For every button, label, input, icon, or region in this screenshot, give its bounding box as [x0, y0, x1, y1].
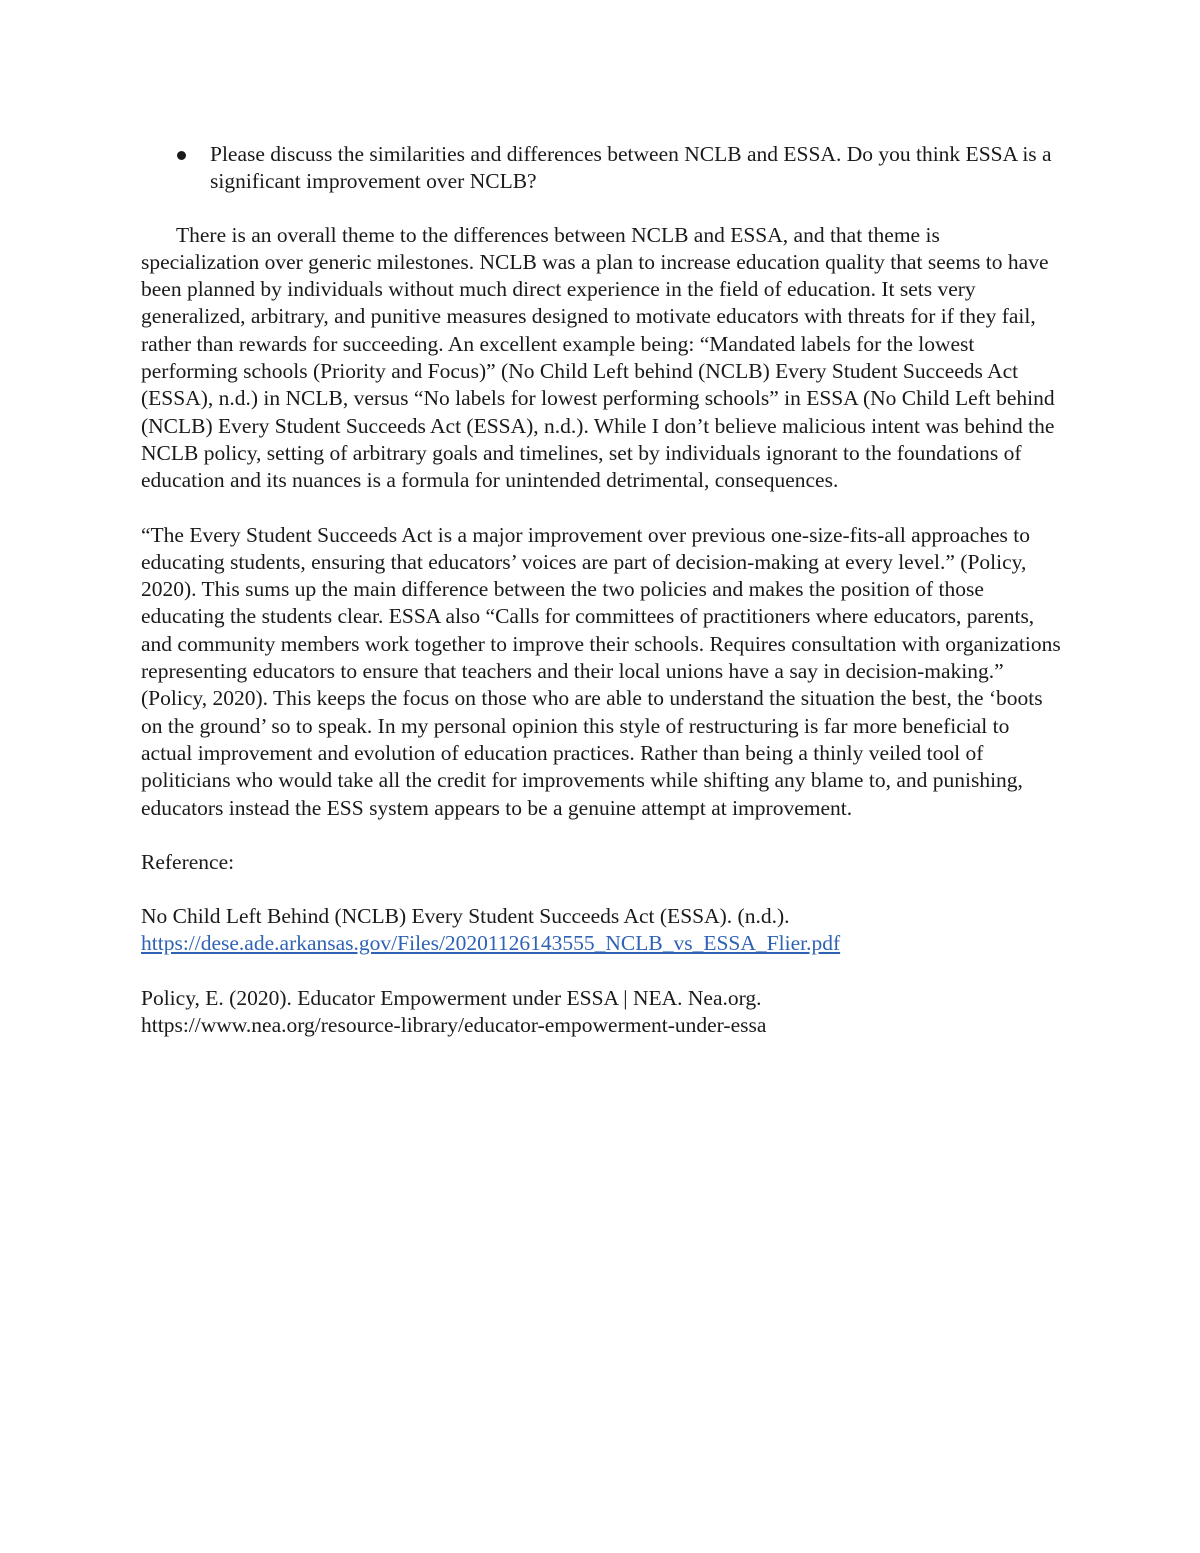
bullet-icon	[177, 151, 186, 160]
body-paragraph-1: There is an overall theme to the differences between NCLB and ESSA, and that theme is specialization over generic milestones. NCLB was a plan to increase education quality that seems to have been planned by individuals without much direct experience in the field of education. It sets very generalized, arbitrary, and punitive measures designed to motivate educators with threats for if they fail, rather than rewards for succeeding. An excellent example being: “Mandated labels for the lowest performing schools (Priority and Focus)” (No Child Left behind (NCLB) Every Student Succeeds Act (ESSA), n.d.) in NCLB, versus “No labels for lowest performing schools” in ESSA (No Child Left behind (NCLB) Every Student Succeeds Act (ESSA), n.d.). While I don’t believe malicious intent was behind the NCLB policy, setting of arbitrary goals and timelines, set by individuals ignorant to the foundations of education and its nuances is a formula for unintended detrimental, consequences.	[141, 222, 1055, 493]
reference-item-2	[141, 985, 1061, 1040]
reference-item-1	[141, 903, 1061, 958]
reference-link[interactable]: https://dese.ade.arkansas.gov/Files/20201126143555_NCLB_vs_ESSA_Flier.pdf	[141, 931, 841, 956]
reference-url: https://www.nea.org/resource-library/educator-empowerment-under-essa	[141, 1013, 767, 1038]
prompt-text: Please discuss the similarities and differences between NCLB and ESSA. Do you think ESSA is a significant improvement over NCLB?	[210, 142, 1052, 194]
document-body	[141, 141, 1061, 1066]
reference-citation: Policy, E. (2020). Educator Empowerment under ESSA | NEA. Nea.org.	[141, 985, 762, 1010]
reference-heading: Reference:	[141, 849, 235, 874]
body-paragraph-2: “The Every Student Succeeds Act is a major improvement over previous one-size-fits-all approaches to educating students, ensuring that educators’ voices are part of decision-making at every level.” (Policy, 2020). This sums up the main difference between the two policies and makes the position of those educating the students clear. ESSA also “Calls for committees of practitioners where educators, parents, and community members work together to improve their schools. Requires consultation with organizations representing educators to ensure that teachers and their local unions have a say in decision-making.” (Policy, 2020). This keeps the focus on those who are able to understand the situation the best, the ‘boots on the ground’ so to speak. In my personal opinion this style of restructuring is far more beneficial to actual improvement and evolution of education practices. Rather than being a thinly veiled tool of politicians who would take all the credit for improvements while shifting any blame to, and punishing, educators instead the ESS system appears to be a genuine attempt at improvement.	[141, 522, 1061, 820]
reference-citation: No Child Left Behind (NCLB) Every Student Succeeds Act (ESSA). (n.d.).	[141, 904, 790, 929]
discussion-prompt	[141, 141, 1061, 196]
